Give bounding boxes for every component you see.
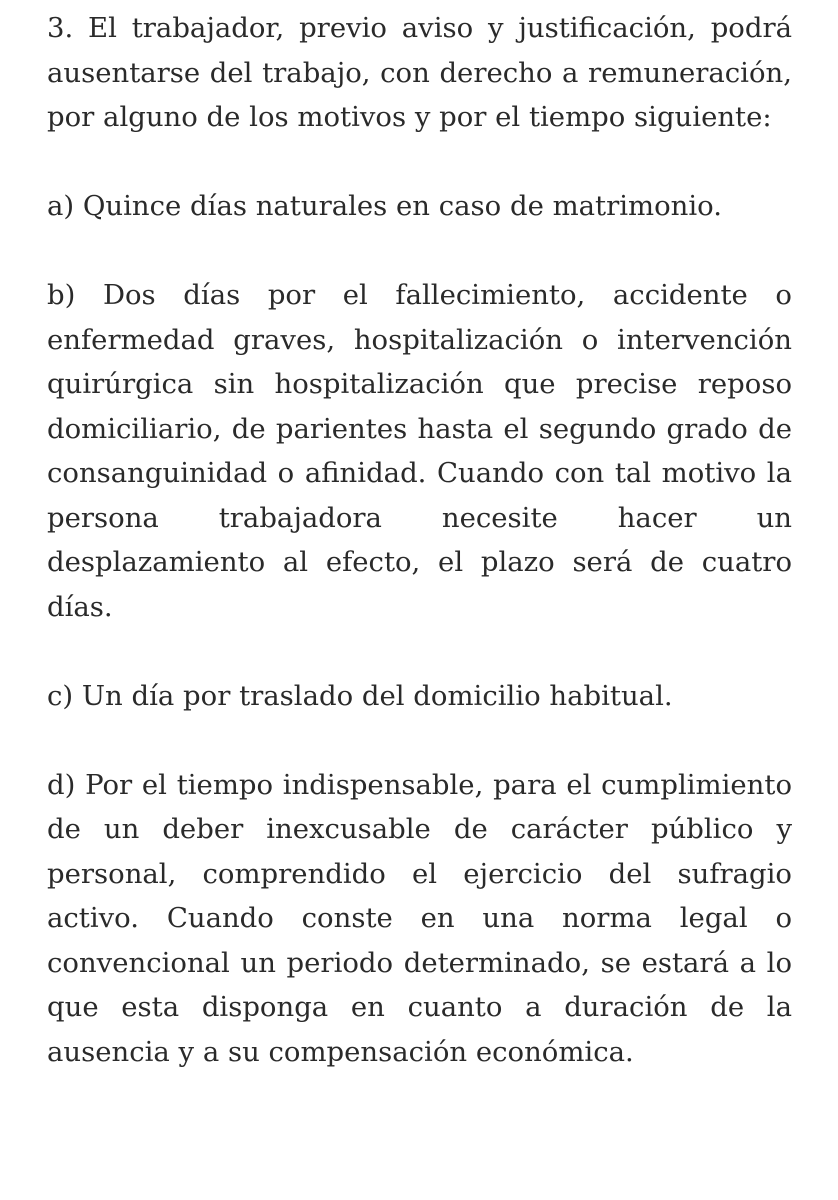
paragraph-item-a: a) Quince días naturales en caso de matrimonio. xyxy=(47,190,722,222)
paragraph-spacer xyxy=(47,229,792,274)
paragraph-item-c: c) Un día por traslado del domicilio habitual. xyxy=(47,679,673,712)
paragraph-item-b: b) Dos días por el fallecimiento, accidente o enfermedad graves, hospitalización o intervención quirúrgica sin hospitalización que precise reposo domiciliario, de parientes hasta el segundo grado de consanguinidad o afinidad. Cuando con tal motivo la persona trabajadora necesite hacer un desplazamiento al efecto, el plazo será de cuatro días. xyxy=(47,279,792,623)
paragraph-spacer xyxy=(47,718,792,763)
paragraph-spacer xyxy=(47,140,792,185)
document-text xyxy=(47,6,792,1074)
paragraph-intro: 3. El trabajador, previo aviso y justificación, podrá ausentarse del trabajo, con derecho a remuneración, por alguno de los motivos y por el tiempo siguiente: xyxy=(47,12,792,133)
paragraph-item-d: d) Por el tiempo indispensable, para el cumplimiento de un deber inexcusable de carácter público y personal, comprendido el ejercicio del sufragio activo. Cuando conste en una norma legal o convencional un periodo determinado, se estará a lo que esta disponga en cuanto a duración de la ausencia y a su compensación económica. xyxy=(47,768,792,1068)
paragraph-spacer xyxy=(47,629,792,674)
